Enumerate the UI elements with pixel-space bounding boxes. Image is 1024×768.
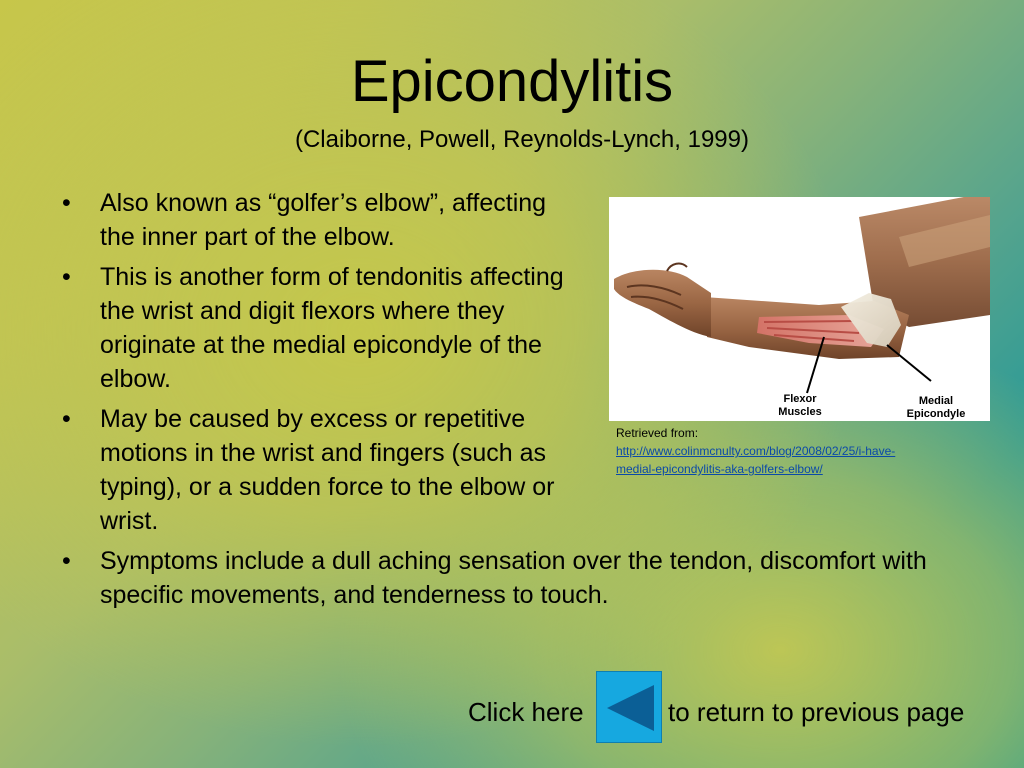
bullet-dot: • [62,189,71,217]
source-link-line2[interactable]: medial-epicondylitis-aka-golfers-elbow/ [616,462,823,476]
bullet-text: Symptoms include a dull aching sensation over the tendon, discomfort with specific movements, and tenderness to touch. [100,547,927,609]
bullet-dot: • [62,405,71,433]
slide-subtitle: (Claiborne, Powell, Reynolds-Lynch, 1999) [294,126,749,153]
bullet-text: Also known as “golfer’s elbow”, affecting the inner part of the elbow. [100,189,547,251]
bullet-text: May be caused by excess or repetitive motions in the wrist and fingers (such as typing), or a sudden force to the elbow or wrist. [100,405,555,535]
click-here-text: Click here [468,697,584,727]
medial-label-line1: Medial [918,395,954,407]
bullet-item [62,402,580,538]
bullet-dot: • [62,547,71,575]
back-button[interactable] [596,671,662,743]
bullet-item [62,260,580,396]
return-text: to return to previous page [668,697,965,727]
image-caption [616,424,976,478]
bullet-item [62,544,960,612]
elbow-anatomy-image [609,197,990,421]
back-arrow-icon [597,672,663,744]
bullet-item [62,186,580,254]
medial-label-line2: Epicondyle [906,408,966,420]
flexor-label-line2: Muscles [778,406,822,418]
source-link-line1[interactable]: http://www.colinmcnulty.com/blog/2008/02/25/i-have- [616,444,896,458]
bullet-dot: • [62,263,71,291]
retrieved-from-label: Retrieved from: [616,426,699,440]
slide-title: Epicondylitis [350,49,674,114]
bullet-text: This is another form of tendonitis affecting the wrist and digit flexors where they originate at the medial epicondyle of the elbow. [100,263,564,393]
elbow-anatomy-illustration [609,197,990,421]
flexor-label-line1: Flexor [783,393,817,405]
hand-shape [614,270,711,337]
